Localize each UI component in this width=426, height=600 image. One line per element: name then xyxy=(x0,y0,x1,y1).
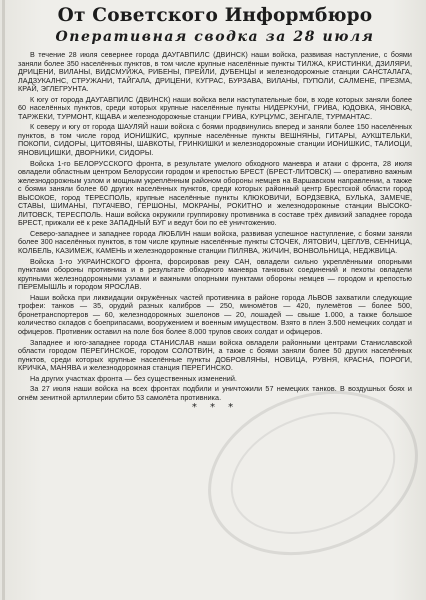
paragraph-dvinsk-south: К югу от города ДАУГАВПИЛС (ДВИНСК) наши войска вели наступательные бои, в ходе которых заняли более 60 населённых пунктов, среди которых крупные населённые пункты НИДЕРКУНИ, ГРИВА, ЮДОВКА, ЯНОВКА, ТАРЖЕКИ, ТУРМОНТ, КЩАВА и железнодорожные станции ГРИВА, КУРЦУМС, ЗЕНГАЛЕ, ТУРМАНТАС. xyxy=(18,94,412,121)
paragraph-dvinsk-north: В течение 28 июля севернее города ДАУГАВПИЛС (ДВИНСК) наши войска, развивая наступление, с боями заняли более 350 населённых пунктов, в том числе крупные населённые пункты ТИЛЖА, КРИСТИНКИ, ДЗИЛЯРИ, ДРИЦЕНИ, ВИЛАНЫ, ВИДСМУЙЖА, РИБЕНЫ, ПРЕЙЛИ, ДУБЕНЦЫ и железнодорожные станции САНСТАЛАГА, ЛАДЗУКАЛНС, СТРУЖАНИ, ТАЙГАЛА, ДРИЦЕНИ, КУГРАС, БУРЗАВА, ВИЛАНЫ, ПУПОЛИ, САЛМЕНЕ, ПРЕЗМА, КРАЙ, ЭГЛЕГРУНТА. xyxy=(18,50,412,94)
article-body xyxy=(18,51,412,402)
paragraph-shaulyai: К северу и югу от города ШАУЛЯЙ наши войска с боями продвинулись вперед и заняли более 150 населённых пунктов, в том числе город ИОНИШКИС, крупные населённые пункты ВЕШНЯНЫ, ГИТАРЫ, АУКШТЕЛЬКИ, ПОКОПИ, СИДОРЫ, ЦИТОВЯНЫ, ШАВКОТЫ, ГРИНКИШКИ и железнодорожные станции ИОНИШКИС, ТАЛИОЦИ, ЯНОВИЦИШКИ, ДВОРНИКИ, СИДОРЫ. xyxy=(18,122,412,158)
paragraph-peremyshl: Войска 1-го УКРАИНСКОГО фронта, форсировав реку САН, овладели сильно укреплёнными опорными пунктами обороны противника и в результате обходного маневра танковых соединений и пехоты овладели крупными железнодорожными узлами и важными опорными пунктами обороны немцев — городом и крепостью ПЕРЕМЫШЛЬ и городом ЯРОСЛАВ. xyxy=(18,256,412,292)
paragraph-lublin: Северо-западнее и западнее города ЛЮБЛИН наши войска, развивая успешное наступление, с боями заняли более 300 населённых пунктов, в том числе крупные населённые пункты СТОЧЕК, ЛЯТОВИЧ, ЦЕГЛУВ, СЕННИЦА, КОЛБЕЛЬ, КАЗИМЕЖ, КАМЕНЬ и железнодорожные станции ПИЛЯВА, ЖИЧИН, ВОНВОЛЬНИЦА, НЕДЖВИЦА. xyxy=(18,228,412,256)
paragraph-stanislav: Западнее и юго-западнее города СТАНИСЛАВ наши войска овладели районными центрами Станиславской области городом ПЕРЕГИНСКОЕ, городом СОЛОТВИН, а также с боями заняли более 50 других населённых пунктов, среди которых крупные населённые пункты ДОБРОВЛЯНЫ, НОВИЦА, РУВНЯ, КРАСНА, ПОРОГИ, КРИЧКА, МАНЯВА и железнодорожная станция ПЕРЕГИНСКО. xyxy=(18,337,412,373)
paragraph-lvov-trophies: Наши войска при ликвидации окружённых частей противника в районе города ЛЬВОВ захватили следующие трофеи: танков — 35, орудий разных калибров — 250, миномётов — 420, пулемётов — более 500, бронетранспортеров — 60, железнодорожных эшелонов — 20, лошадей — свыше 1.000, а также большое количество складов с боеприпасами, вооружением и военным имуществом. Взято в плен 3.500 немецких солдат и офицеров. Противник оставил на поле боя более 8.000 трупов своих солдат и офицеров. xyxy=(18,292,412,336)
subheadline: Оперативная сводка за 28 июля xyxy=(55,29,375,45)
paragraph-tanks-aircraft: За 27 июля наши войска на всех фронтах подбили и уничтожили 57 немецких танков. В воздушных боях и огнём зенитной артиллерии сбито 53 самолёта противника. xyxy=(18,384,412,402)
section-divider-stars: * * * xyxy=(191,402,239,414)
paragraph-other-fronts: На других участках фронта — без существенных изменений. xyxy=(30,373,237,383)
headline: От Советского Информбюро xyxy=(57,5,373,26)
paragraph-brest: Войска 1-го БЕЛОРУССКОГО фронта, в результате умелого обходного маневра и атаки с фронта, 28 июля овладели областным центром Белоруссии городом и крепостью БРЕСТ (БРЕСТ-ЛИТОВСК) — оперативно важным железнодорожным узлом и мощным укреплённым районом обороны немцев на Варшавском направлении, а также с боями заняли более 60 других населённых пунктов, среди которых районный центр Брестской области город ВЫСОКОЕ, город ТЕРЕСПОЛЬ, крупные населённые пункты КЛЮКОВИЧИ, БОРДЗЕВКА, БУЛЬКА, ЗАМЕЧЕ, СТАВЫ, ШИМАНЫ, ПУГАЧЕВО, ГЕРШОНЫ, МОКРАНЫ, РОКИТНО и железнодорожные станции ВЫСОКО-ЛИТОВСК, ТЕРЕСПОЛЬ. Наши войска окружили группировку противника в составе трёх дивизий западнее города БРЕСТ, прижали её к реке ЗАПАДНЫЙ БУГ и ведут бои по её уничтожению. xyxy=(18,158,412,228)
